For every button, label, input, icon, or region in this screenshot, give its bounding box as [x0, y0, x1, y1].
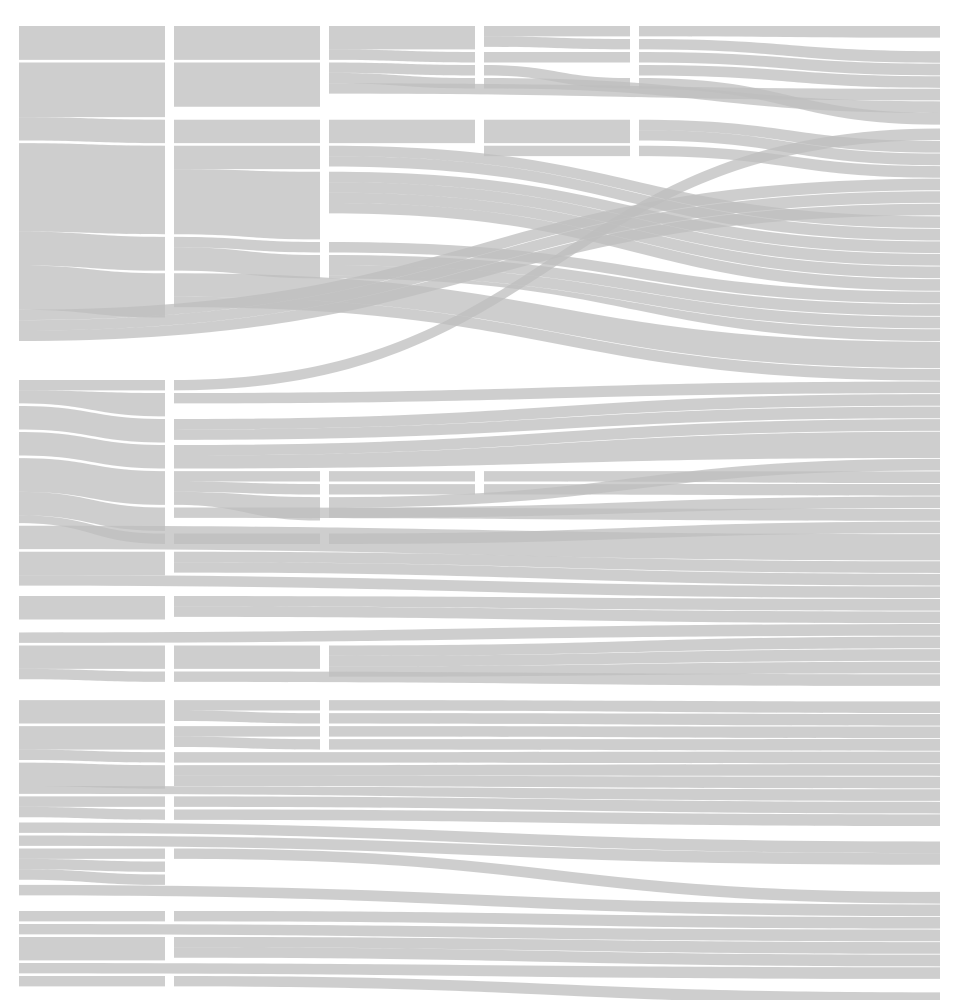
sankey-link[interactable] — [19, 796, 165, 806]
sankey-link[interactable] — [484, 146, 630, 156]
sankey-link[interactable] — [174, 737, 320, 750]
sankey-link[interactable] — [174, 62, 320, 106]
sankey-link[interactable] — [19, 380, 165, 390]
sankey-link[interactable] — [174, 764, 940, 776]
sankey-link[interactable] — [174, 471, 320, 481]
sankey-link[interactable] — [484, 52, 630, 62]
sankey-link[interactable] — [174, 711, 320, 724]
sankey-link[interactable] — [19, 750, 165, 763]
sankey-link[interactable] — [329, 471, 475, 481]
sankey-link[interactable] — [329, 49, 475, 62]
sankey-link[interactable] — [174, 120, 320, 143]
sankey-link[interactable] — [19, 807, 165, 820]
sankey-link[interactable] — [19, 848, 165, 858]
sankey-link[interactable] — [174, 976, 940, 1000]
sankey-link[interactable] — [19, 911, 165, 921]
sankey-link[interactable] — [329, 739, 940, 751]
sankey-link[interactable] — [329, 700, 940, 713]
sankey-link[interactable] — [19, 763, 165, 789]
sankey-link[interactable] — [174, 776, 940, 789]
sankey-link[interactable] — [19, 117, 165, 143]
sankey-link[interactable] — [19, 645, 165, 668]
sankey-links — [19, 26, 940, 1000]
sankey-link[interactable] — [329, 26, 475, 49]
sankey-link[interactable] — [174, 146, 320, 169]
sankey-link[interactable] — [174, 645, 320, 668]
sankey-link[interactable] — [19, 62, 165, 117]
sankey-link[interactable] — [174, 169, 320, 239]
sankey-link[interactable] — [484, 26, 630, 36]
sankey-link[interactable] — [19, 937, 165, 960]
sankey-link[interactable] — [639, 26, 940, 38]
sankey-link[interactable] — [329, 484, 475, 494]
sankey-link[interactable] — [484, 36, 630, 49]
sankey-link[interactable] — [174, 752, 940, 764]
sankey-link[interactable] — [19, 26, 165, 60]
sankey-link[interactable] — [174, 726, 320, 736]
sankey-link[interactable] — [19, 143, 165, 234]
sankey-link[interactable] — [174, 671, 940, 685]
sankey-link[interactable] — [174, 26, 320, 60]
sankey-link[interactable] — [19, 552, 165, 575]
sankey-link[interactable] — [19, 726, 165, 749]
sankey-link[interactable] — [19, 700, 165, 723]
sankey-link[interactable] — [329, 713, 940, 725]
sankey-link[interactable] — [19, 669, 165, 682]
sankey-link[interactable] — [329, 120, 475, 143]
sankey-link[interactable] — [19, 596, 165, 619]
sankey-link[interactable] — [329, 726, 940, 738]
sankey-link[interactable] — [19, 976, 165, 986]
sankey-link[interactable] — [174, 700, 320, 710]
sankey-link[interactable] — [484, 120, 630, 143]
sankey-link[interactable] — [19, 232, 165, 271]
